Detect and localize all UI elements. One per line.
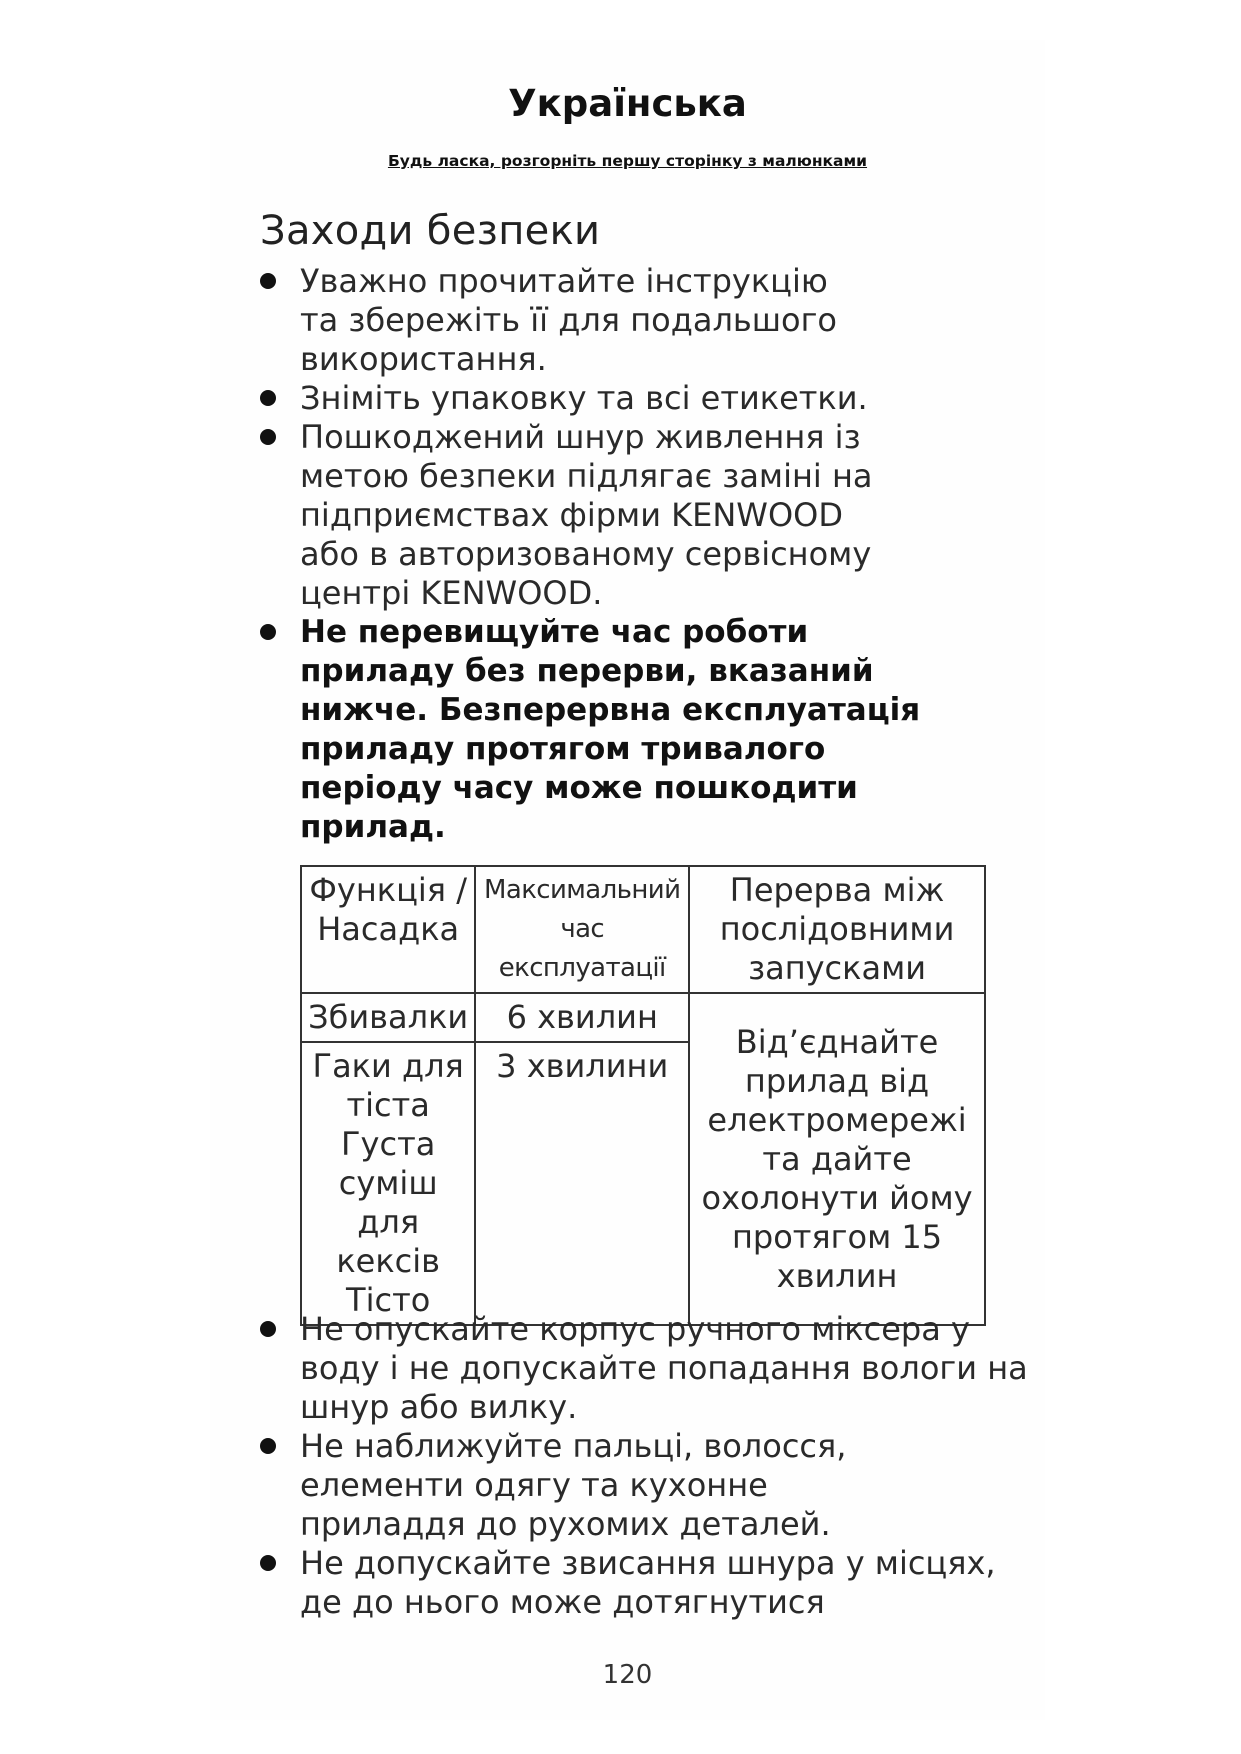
header-function: Функція / Насадка	[301, 866, 475, 993]
safety-list-top	[260, 262, 1035, 847]
bullet-icon	[260, 1555, 276, 1571]
bullet-icon	[260, 1321, 276, 1337]
list-item: Уважно прочитайте інструкцію та збережіть її для подальшого використання.	[260, 262, 860, 379]
header-break: Перерва між послідовними запусками	[689, 866, 985, 993]
bullet-icon	[260, 1438, 276, 1454]
cell-function: Гаки для тіста Густа суміш для кексів Тісто	[301, 1042, 475, 1325]
page-number: 120	[602, 1660, 653, 1690]
cell-function: Збивалки	[301, 993, 475, 1042]
section-title: Заходи безпеки	[260, 208, 601, 254]
list-item: Не допускайте звисання шнура у місцях, де до нього може дотягнутися	[260, 1544, 1035, 1622]
bullet-icon	[260, 624, 276, 640]
list-item: Пошкоджений шнур живлення із метою безпеки підлягає заміні на підприємствах фірми KENWOOD або в авторизованому сервісному центрі KENWOOD.	[260, 418, 890, 613]
cell-max-time: 3 хвилини	[475, 1042, 689, 1325]
bullet-icon	[260, 390, 276, 406]
safety-list-bottom	[260, 1310, 1035, 1622]
language-heading: Українська	[508, 82, 747, 125]
cell-break-note: Від’єднайте прилад від електромережі та дайте охолонути йому протягом 15 хвилин	[689, 993, 985, 1325]
list-item: Не наближуйте пальці, волосся, елементи одягу та кухонне приладдя до рухомих деталей.	[260, 1427, 920, 1544]
table-header-row	[301, 866, 985, 993]
cell-max-time: 6 хвилин	[475, 993, 689, 1042]
figures-instruction: Будь ласка, розгорніть першу сторінку з малюнками	[387, 152, 868, 170]
table-row	[301, 993, 985, 1042]
list-item: Зніміть упаковку та всі етикетки.	[260, 379, 1035, 418]
bullet-icon	[260, 429, 276, 445]
bullet-icon	[260, 273, 276, 289]
operation-time-table	[300, 865, 986, 1326]
list-item-warning: Не перевищуйте час роботи приладу без перерви, вказаний нижче. Безперервна експлуатація приладу протягом тривалого періоду часу може пошкодити прилад.	[260, 613, 950, 847]
list-item: Не опускайте корпус ручного міксера у воду і не допускайте попадання вологи на шнур або вилку.	[260, 1310, 1035, 1427]
manual-page	[210, 40, 1045, 1720]
header-max-time: Максимальний час експлуатації	[475, 866, 689, 993]
